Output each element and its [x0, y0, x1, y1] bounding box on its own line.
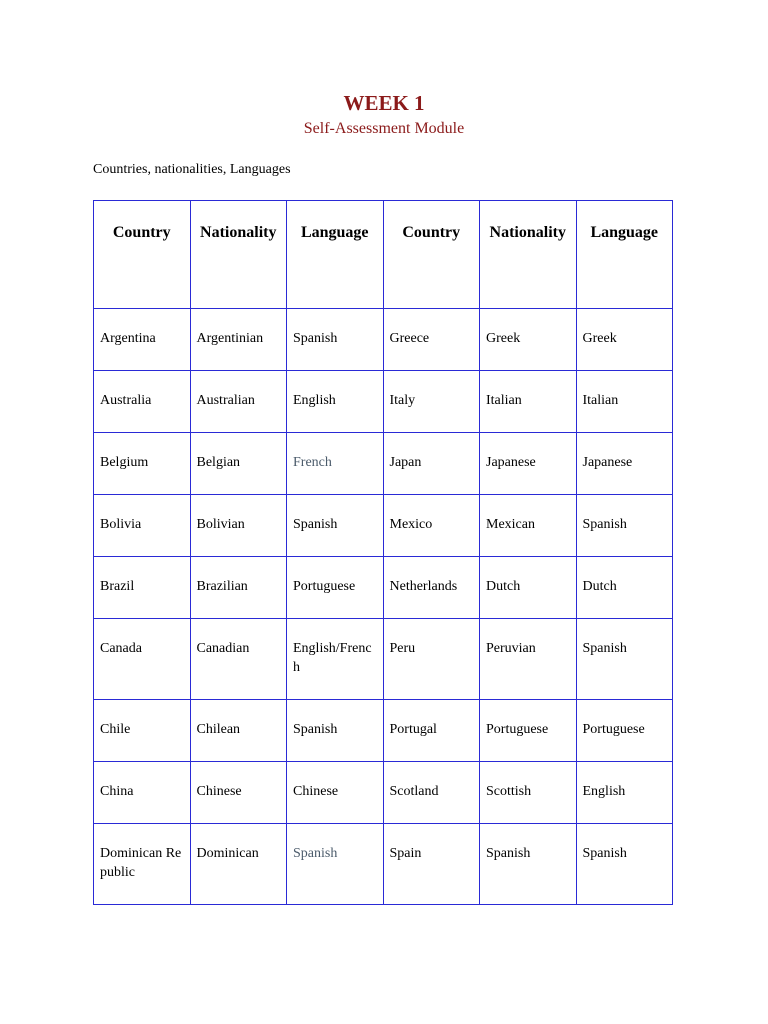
table-cell: Chile [94, 700, 191, 762]
table-cell: Japan [383, 433, 480, 495]
table-cell: English [576, 762, 673, 824]
table-row [94, 824, 673, 905]
page-title: WEEK 1 [343, 91, 425, 115]
table-cell: Spanish [287, 700, 384, 762]
table-cell: Brazilian [190, 557, 287, 619]
header-country: Country [94, 201, 191, 309]
table-cell: English [287, 371, 384, 433]
table-cell: Brazil [94, 557, 191, 619]
table-cell: Portuguese [480, 700, 577, 762]
table-cell: Spanish [576, 619, 673, 700]
table-cell: Dominican [190, 824, 287, 905]
table-row [94, 557, 673, 619]
table-row [94, 309, 673, 371]
header-nationality: Nationality [480, 201, 577, 309]
table-cell: Chinese [287, 762, 384, 824]
table-cell: Italy [383, 371, 480, 433]
table-cell: Portuguese [287, 557, 384, 619]
table-cell: Dutch [576, 557, 673, 619]
table-cell: Belgian [190, 433, 287, 495]
table-cell: Netherlands [383, 557, 480, 619]
table-row [94, 762, 673, 824]
table-cell: Bolivia [94, 495, 191, 557]
table-cell: Greek [576, 309, 673, 371]
table-cell: Canadian [190, 619, 287, 700]
table-cell: Japanese [480, 433, 577, 495]
table-cell: Portugal [383, 700, 480, 762]
table-cell: Chilean [190, 700, 287, 762]
table-cell: Belgium [94, 433, 191, 495]
table-cell: Scotland [383, 762, 480, 824]
table-cell: Australian [190, 371, 287, 433]
table-cell: Japanese [576, 433, 673, 495]
table-cell: English/French [287, 619, 384, 700]
table-cell: Greek [480, 309, 577, 371]
table-cell: Italian [576, 371, 673, 433]
intro-text: Countries, nationalities, Languages [93, 162, 291, 177]
table-cell: Spanish [576, 824, 673, 905]
countries-table [93, 200, 673, 905]
table-row [94, 619, 673, 700]
table-cell: China [94, 762, 191, 824]
table-cell: Scottish [480, 762, 577, 824]
table-cell: Mexico [383, 495, 480, 557]
table-cell: Dutch [480, 557, 577, 619]
table-header-row [94, 201, 673, 309]
table-cell: Peruvian [480, 619, 577, 700]
table-cell: Australia [94, 371, 191, 433]
table-cell: Dominican Republic [94, 824, 191, 905]
header-country: Country [383, 201, 480, 309]
header-nationality: Nationality [190, 201, 287, 309]
table-cell: Portuguese [576, 700, 673, 762]
table-cell: Italian [480, 371, 577, 433]
table-cell: Spain [383, 824, 480, 905]
table-cell: French [287, 433, 384, 495]
table-cell: Spanish [287, 309, 384, 371]
page-subtitle: Self-Assessment Module [303, 120, 465, 137]
table-cell: Spanish [480, 824, 577, 905]
table-row [94, 495, 673, 557]
table-cell: Mexican [480, 495, 577, 557]
table-cell: Argentinian [190, 309, 287, 371]
table-cell: Spanish [287, 824, 384, 905]
table-row [94, 371, 673, 433]
table-row [94, 433, 673, 495]
table-row [94, 700, 673, 762]
header-language: Language [287, 201, 384, 309]
header-language: Language [576, 201, 673, 309]
table-cell: Spanish [576, 495, 673, 557]
table-cell: Bolivian [190, 495, 287, 557]
table-cell: Chinese [190, 762, 287, 824]
table-cell: Greece [383, 309, 480, 371]
table-cell: Canada [94, 619, 191, 700]
table-cell: Peru [383, 619, 480, 700]
table-cell: Argentina [94, 309, 191, 371]
table-cell: Spanish [287, 495, 384, 557]
